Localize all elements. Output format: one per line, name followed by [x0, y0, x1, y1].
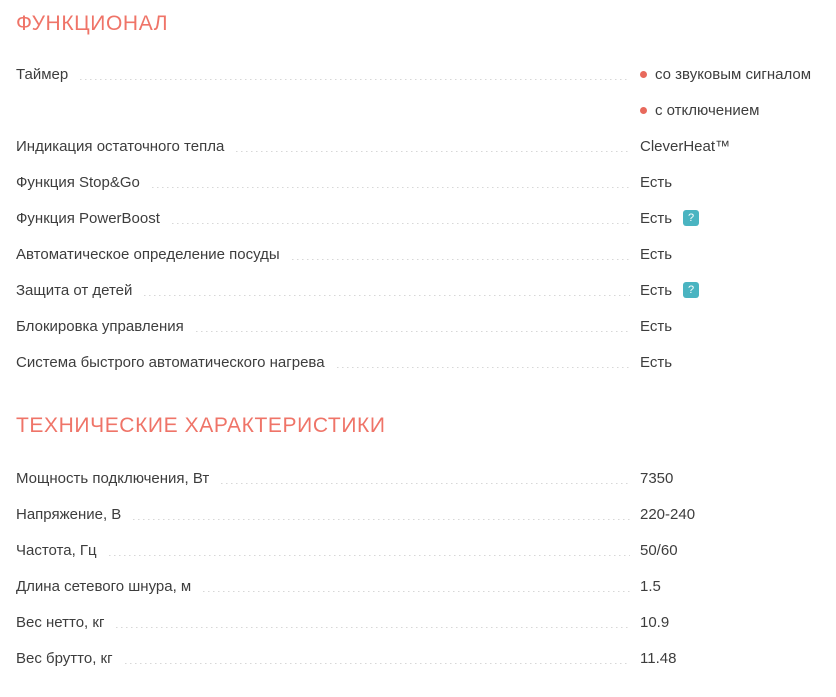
spec-row [16, 92, 836, 128]
spec-value-text: CleverHeat™ [640, 137, 731, 155]
spec-value [640, 246, 836, 263]
help-icon[interactable]: ? [683, 282, 699, 298]
spec-value-text: 50/60 [640, 541, 678, 559]
spec-label: Напряжение, В [16, 505, 122, 523]
spec-value-text: 11.48 [640, 649, 677, 667]
section-technical [16, 414, 836, 676]
spec-row [16, 640, 836, 676]
spec-value [640, 354, 836, 371]
help-icon[interactable]: ? [683, 210, 699, 226]
dotted-leader [80, 79, 630, 80]
dotted-leader [196, 331, 630, 332]
spec-label: Вес брутто, кг [16, 649, 113, 667]
spec-value [640, 210, 836, 227]
spec-row [16, 128, 836, 164]
spec-value-text: с отключением [655, 101, 760, 119]
spec-value [640, 66, 836, 83]
spec-label: Защита от детей [16, 281, 133, 299]
section-functional [16, 12, 836, 380]
section-title: ФУНКЦИОНАЛ [16, 12, 169, 35]
bullet-icon [640, 107, 647, 114]
dotted-leader [292, 259, 630, 260]
spec-row [16, 164, 836, 200]
dotted-leader [172, 223, 630, 224]
spec-value [640, 506, 836, 523]
spec-label: Индикация остаточного тепла [16, 137, 225, 155]
spec-row [16, 56, 836, 92]
spec-value-text: со звуковым сигналом [655, 65, 812, 83]
dotted-leader [125, 663, 630, 664]
spec-value-text: Есть [640, 173, 673, 191]
spec-value-text: Есть [640, 209, 673, 227]
spec-value [640, 102, 836, 119]
spec-value-text: 1.5 [640, 577, 661, 595]
bullet-icon [640, 71, 647, 78]
spec-row [16, 532, 836, 568]
spec-row [16, 568, 836, 604]
section-title: ТЕХНИЧЕСКИЕ ХАРАКТЕРИСТИКИ [16, 414, 386, 437]
spec-value-text: Есть [640, 353, 673, 371]
spec-rows [16, 460, 836, 676]
spec-row [16, 344, 836, 380]
dotted-leader [109, 555, 630, 556]
spec-rows [16, 56, 836, 380]
spec-value-text: Есть [640, 245, 673, 263]
spec-value [640, 174, 836, 191]
spec-value [640, 138, 836, 155]
spec-label: Автоматическое определение посуды [16, 245, 280, 263]
spec-value [640, 282, 836, 299]
spec-label: Таймер [16, 65, 69, 83]
spec-row [16, 496, 836, 532]
spec-label: Вес нетто, кг [16, 613, 105, 631]
spec-label: Блокировка управления [16, 317, 184, 335]
spec-value [640, 318, 836, 335]
dotted-leader [144, 295, 630, 296]
dotted-leader [133, 519, 630, 520]
spec-value-text: Есть [640, 281, 673, 299]
dotted-leader [203, 591, 630, 592]
spec-value [640, 578, 836, 595]
spec-label: Система быстрого автоматического нагрева [16, 353, 325, 371]
dotted-leader [152, 187, 630, 188]
spec-row [16, 604, 836, 640]
dotted-leader [116, 627, 630, 628]
spec-label: Частота, Гц [16, 541, 97, 559]
spec-value [640, 470, 836, 487]
dotted-leader [221, 483, 630, 484]
spec-value-text: Есть [640, 317, 673, 335]
spec-value-text: 7350 [640, 469, 674, 487]
spec-row [16, 200, 836, 236]
spec-value [640, 650, 836, 667]
spec-row [16, 460, 836, 496]
dotted-leader [337, 367, 630, 368]
spec-row [16, 236, 836, 272]
spec-value [640, 614, 836, 631]
spec-label: Функция Stop&Go [16, 173, 140, 191]
spec-value-text: 220-240 [640, 505, 696, 523]
spec-label: Мощность подключения, Вт [16, 469, 210, 487]
spec-label: Длина сетевого шнура, м [16, 577, 192, 595]
spec-row [16, 272, 836, 308]
spec-row [16, 308, 836, 344]
spec-value-text: 10.9 [640, 613, 670, 631]
spec-label: Функция PowerBoost [16, 209, 160, 227]
dotted-leader [236, 151, 630, 152]
spec-value [640, 542, 836, 559]
dotted-leader [28, 115, 630, 116]
